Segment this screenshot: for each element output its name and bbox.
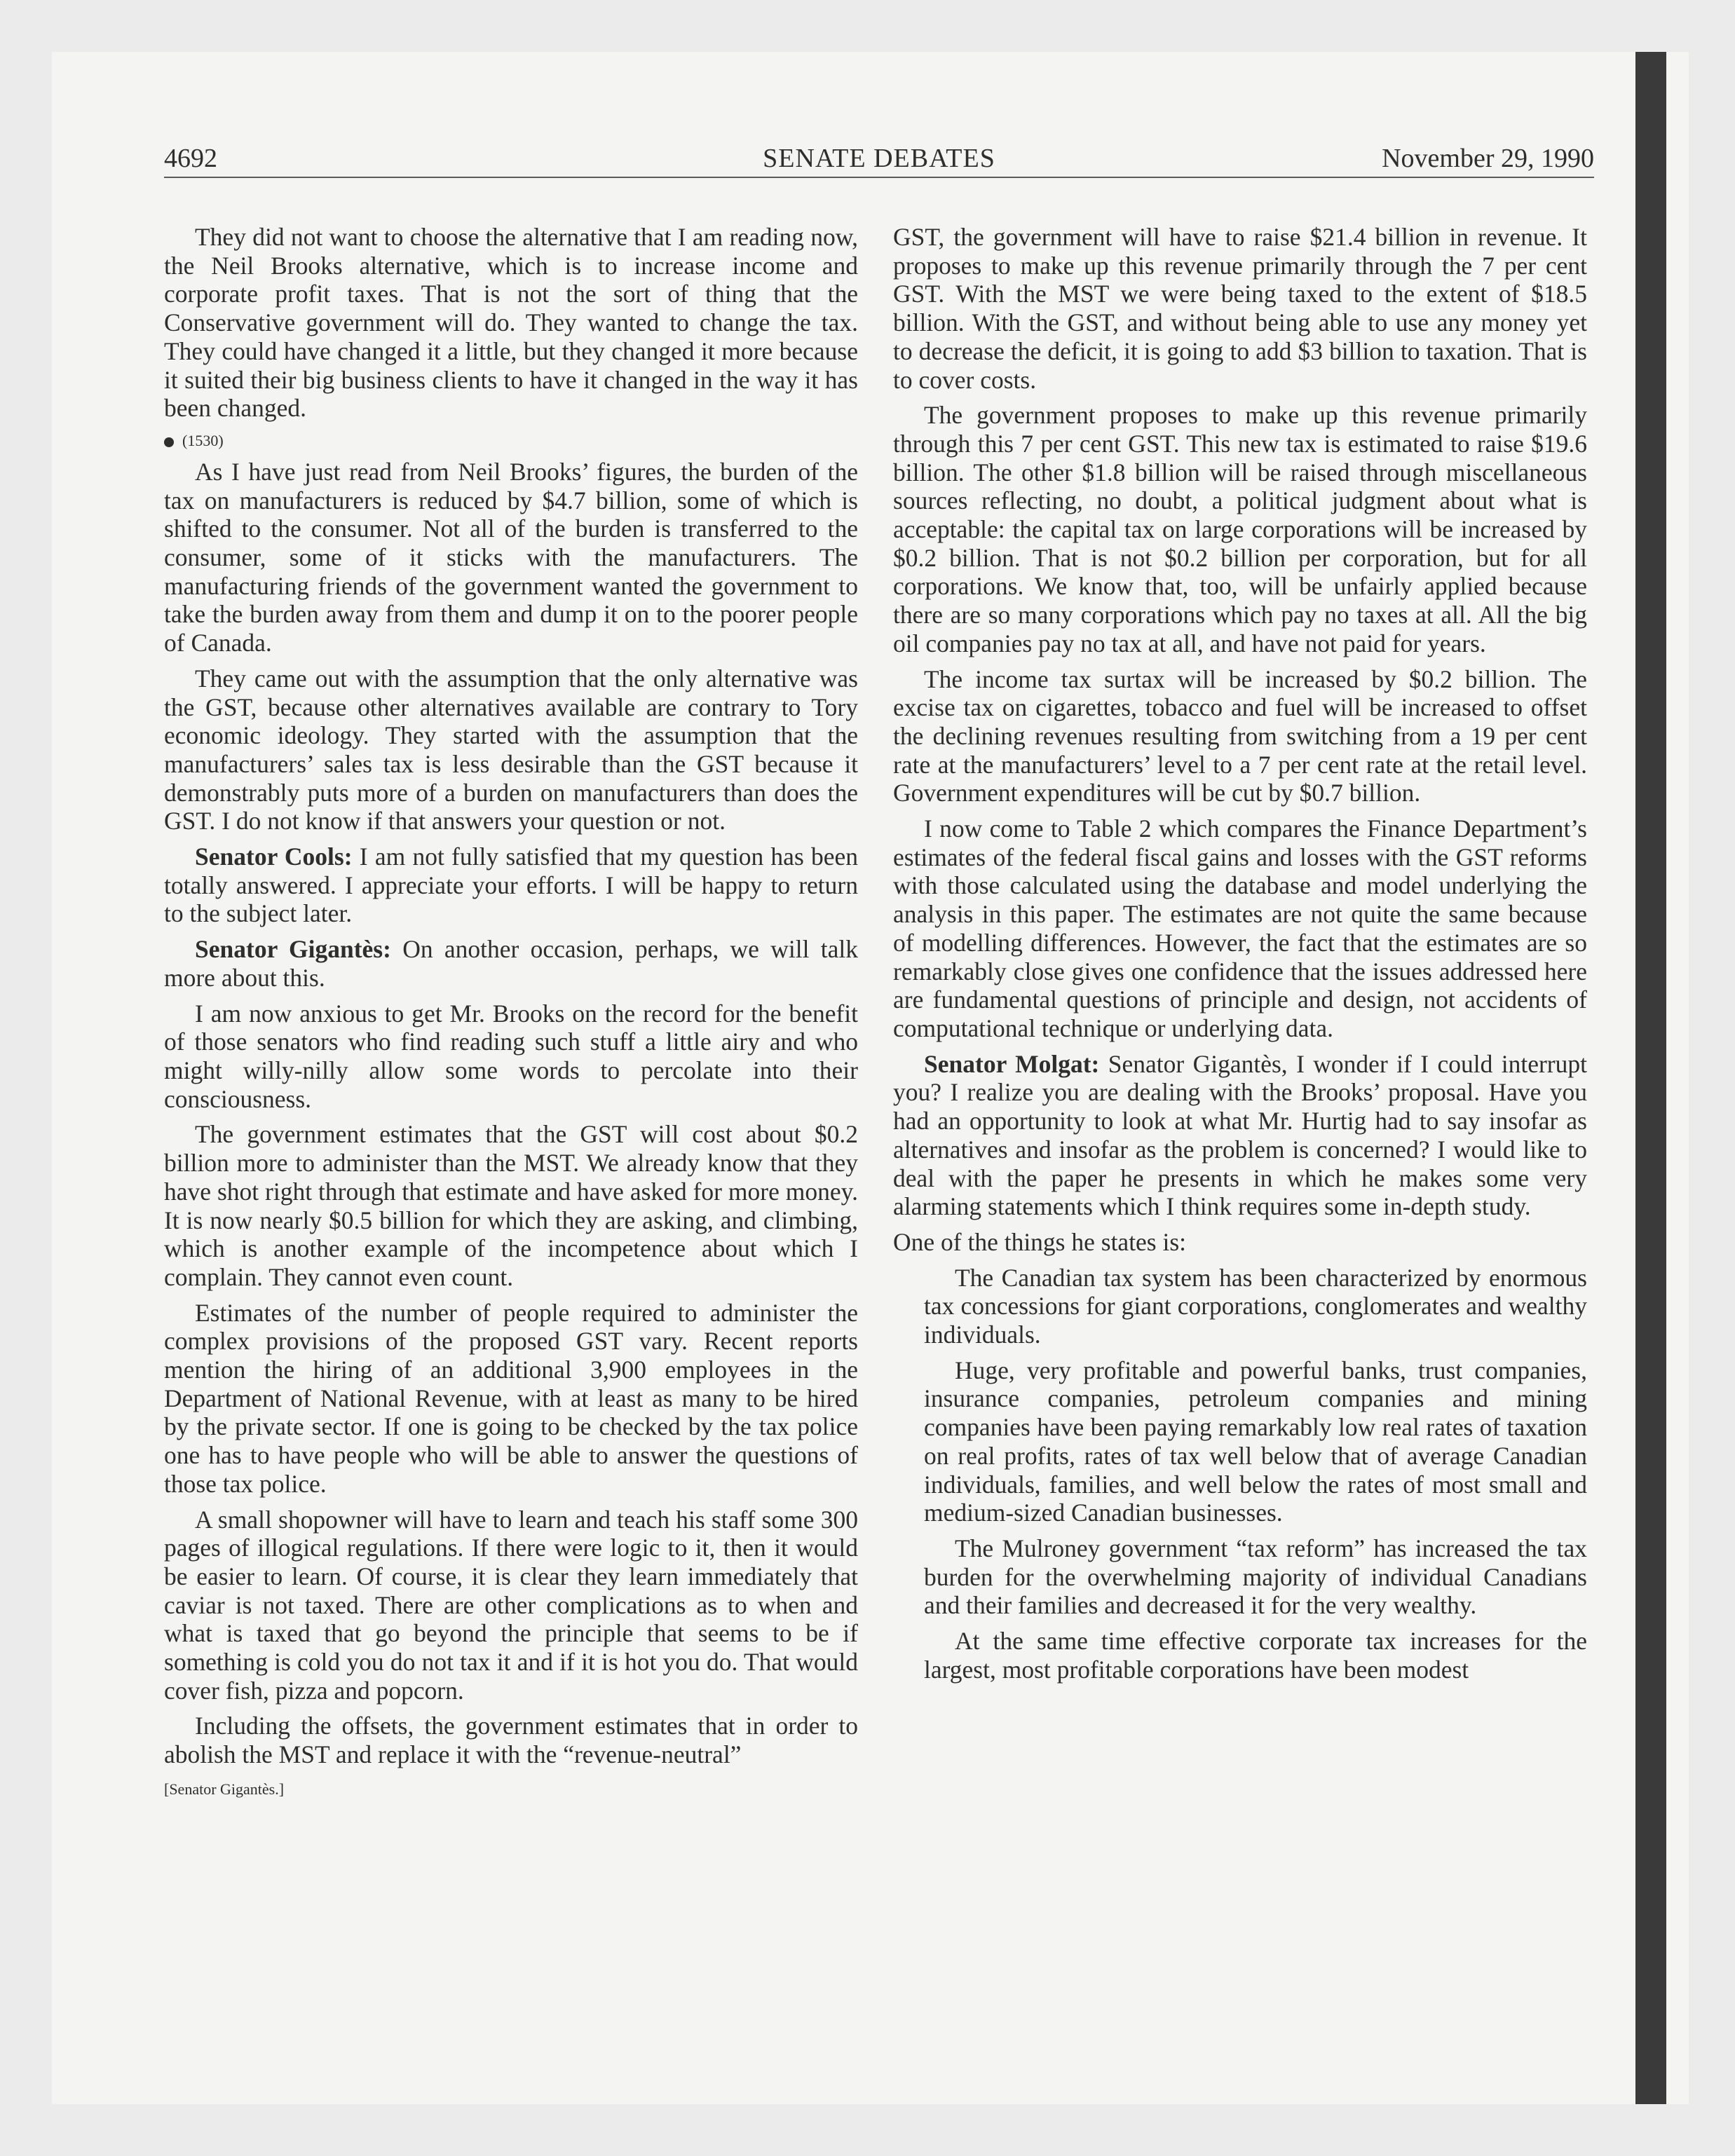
paragraph: A small shopowner will have to learn and teach his staff some 300 pages of illogical regulations. If there were logic to it, then it would be easier to learn. Of course, it is clear they learn immediately that caviar is not taxed. There are other complications as to when and what is taxed that go beyond the principle that seems to be if something is cold you do not tax it and if it is hot you do. That would cover fish, pizza and popcorn. xyxy=(164,1505,858,1705)
paragraph: One of the things he states is: xyxy=(893,1227,1187,1256)
speech-text: I am not fully satisfied that my question has been totally answered. I appreciate your efforts. I will be happy to return to the subject later. xyxy=(164,842,858,928)
paragraph: I am now anxious to get Mr. Brooks on the record for the benefit of those senators who find reading such stuff a little airy and who might willy-nilly allow some words to percolate into their consciousness. xyxy=(164,999,858,1113)
speaker-paragraph xyxy=(893,1050,1587,1221)
left-column xyxy=(164,223,858,1800)
quotation: At the same time effective corporate tax increases for the largest, most profitable corporations have been modest xyxy=(924,1627,1587,1684)
speaker-name: Senator Cools: xyxy=(195,842,353,871)
timestamp: (1530) xyxy=(182,431,224,449)
paragraph: They came out with the assumption that the only alternative was the GST, because other alternatives available are contrary to Tory economic ideology. They started with the assumption that the manufacturers’ sales tax is less desirable than the GST because it demonstrably puts more of a burden on manufacturers than does the GST. I do not know if that answers your question or not. xyxy=(164,664,858,835)
page-header xyxy=(164,140,1594,178)
bullet-icon xyxy=(164,437,174,447)
right-column xyxy=(893,223,1587,1691)
speaker-paragraph xyxy=(164,935,858,992)
speaker-attribution: [Senator Gigantès.] xyxy=(164,1780,285,1798)
paragraph: Estimates of the number of people required to administer the complex provisions of the proposed GST vary. Recent reports mention the hiring of an additional 3,900 employees in the Department of National Revenue, with at least as many to be hired by the private sector. If one is going to be checked by the tax police one has to have people who will be able to answer the questions of those tax police. xyxy=(164,1298,858,1498)
quotation: The Mulroney government “tax reform” has increased the tax burden for the overwhelming majority of individual Canadians and their families and decreased it for the very wealthy. xyxy=(924,1534,1587,1620)
quotation: The Canadian tax system has been characterized by enormous tax concessions for giant corporations, conglomerates and wealthy individuals. xyxy=(924,1263,1587,1349)
paragraph: The income tax surtax will be increased by $0.2 billion. The excise tax on cigarettes, tobacco and fuel will be increased to offset the declining revenues resulting from switching from a 19 per cent rate at the manufacturers’ level to a 7 per cent rate at the retail level. Government expenditures will be cut by $0.7 billion. xyxy=(893,664,1587,807)
paragraph: The government proposes to make up this revenue primarily through this 7 per cent GST. This new tax is estimated to raise $19.6 billion. The other $1.8 billion will be raised through miscellaneous sources reflecting, no doubt, a political judgment about what is acceptable: the capital tax on large corporations will be increased by $0.2 billion. That is not $0.2 billion per corporation, but for all corporations. We know that, too, will be unfairly applied because there are so many corporations which pay no taxes at all. All the big oil companies pay no tax at all, and have not paid for years. xyxy=(893,401,1587,657)
scan-edge xyxy=(1635,52,1666,2104)
speech-text: On another occasion, perhaps, we will talk more about this. xyxy=(164,935,858,992)
publication-title: SENATE DEBATES xyxy=(763,144,995,173)
speaker-paragraph xyxy=(164,842,858,928)
speaker-name: Senator Gigantès: xyxy=(195,935,391,964)
paragraph: GST, the government will have to raise $21.4 billion in revenue. It proposes to make up this revenue primarily through the 7 per cent GST. With the MST we were being taxed to the extent of $18.5 billion. With the GST, and without being able to use any money yet to decrease the deficit, it is going to add $3 billion to taxation. That is to cover costs. xyxy=(893,223,1587,394)
publication-date: November 29, 1990 xyxy=(1382,144,1594,173)
paragraph: Including the offsets, the government estimates that in order to abolish the MST and replace it with the “revenue-neutral” xyxy=(164,1712,858,1769)
speaker-name: Senator Molgat: xyxy=(924,1049,1100,1078)
speech-text: Senator Gigantès, I wonder if I could interrupt you? I realize you are dealing with the Brooks’ proposal. Have you had an opportunity to look at what Mr. Hurtig had to say insofar as alternatives and insofar as the problem is concerned? I would like to deal with the paper he presents in which he makes some very alarming statements which I think requires some in-depth study. xyxy=(893,1049,1587,1221)
quotation: Huge, very profitable and powerful banks, trust companies, insurance companies, petroleum companies and mining companies have been paying remarkably low real rates of taxation on real profits, rates of tax well below that of average Canadian individuals, families, and well below the rates of most small and medium-sized Canadian businesses. xyxy=(924,1356,1587,1527)
page-number: 4692 xyxy=(164,144,217,173)
paragraph: I now come to Table 2 which compares the Finance Department’s estimates of the federal fiscal gains and losses with the GST reforms with those calculated using the database and model underlying the analysis in this paper. The estimates are not quite the same because of modelling differences. However, the fact that the estimates are so remarkably close gives one confidence that the issues addressed here are fundamental questions of principle and design, not accidents of computational technique or underlying data. xyxy=(893,814,1587,1042)
paragraph: As I have just read from Neil Brooks’ figures, the burden of the tax on manufacturers is reduced by $4.7 billion, some of which is shifted to the consumer. Not all of the burden is transferred to the consumer, some of it sticks with the manufacturers. The manufacturing friends of the government wanted the government to take the burden away from them and dump it on to the poorer people of Canada. xyxy=(164,457,858,657)
paragraph: The government estimates that the GST will cost about $0.2 billion more to administer than the MST. We already know that they have shot right through that estimate and have asked for more money. It is now nearly $0.5 billion for which they are asking, and climbing, which is another example of the incompetence about which I complain. They cannot even count. xyxy=(164,1120,858,1291)
paragraph: They did not want to choose the alternative that I am reading now, the Neil Brooks alternative, which is to increase income and corporate profit taxes. That is not the sort of thing that the Conservative government will do. They wanted to change the tax. They could have changed it a little, but they changed it more because it suited their big business clients to have it changed in the way it has been changed. xyxy=(164,223,858,423)
timestamp-marker xyxy=(164,430,858,452)
